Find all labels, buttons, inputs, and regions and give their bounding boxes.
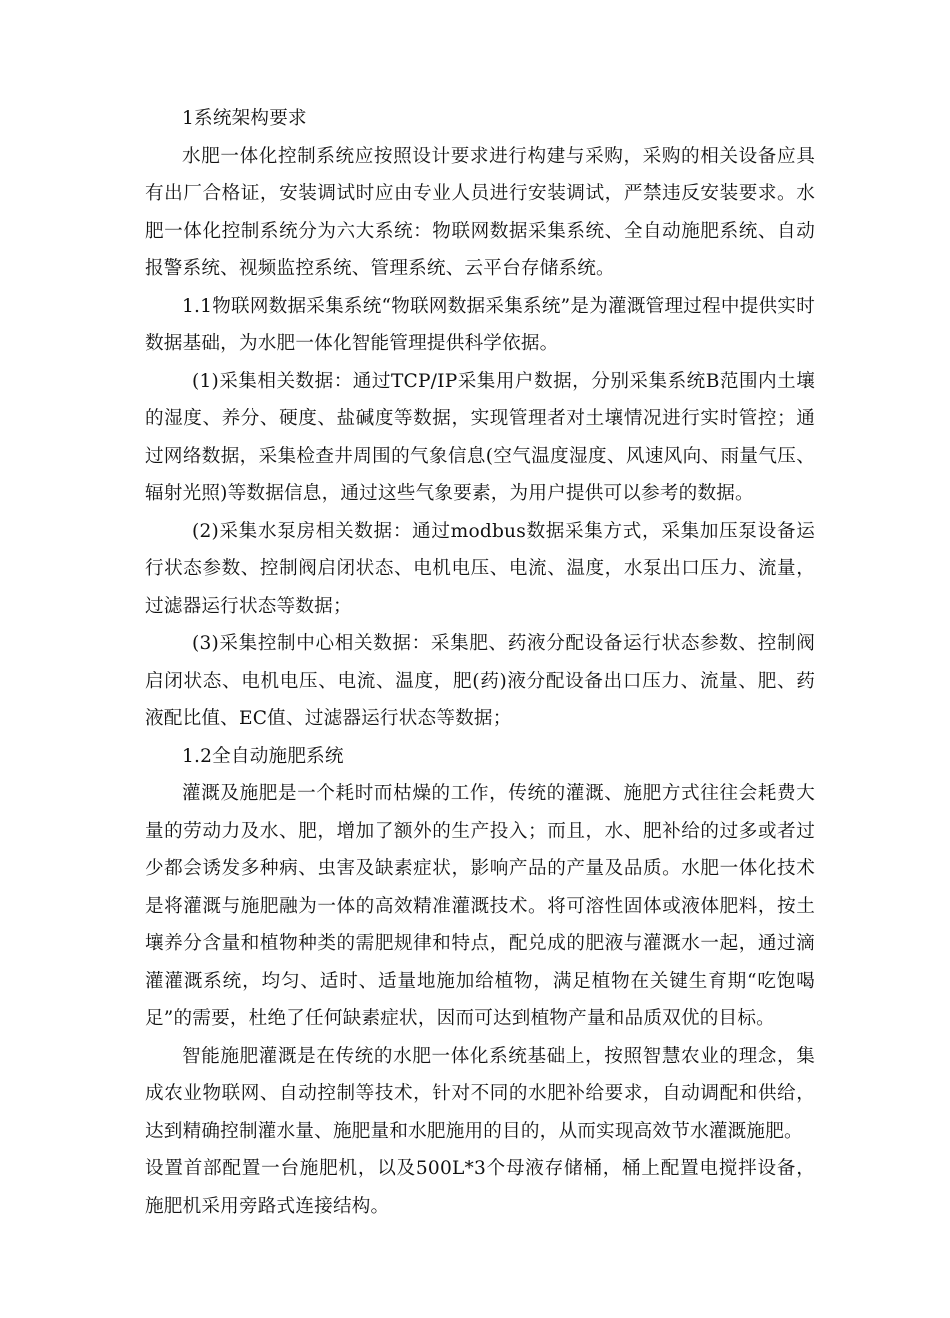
section-1-2-smart-paragraph: 智能施肥灌溉是在传统的水肥一体化系统基础上，按照智慧农业的理念，集成农业物联网、自动控制等技术，针对不同的水肥补给要求，自动调配和供给，达到精确控制灌水量、施肥量和水肥施用的目的，从而实现高效节水灌溉施肥。 xyxy=(145,1045,815,1142)
section-1-2-config-paragraph: 设置首部配置一台施肥机，以及500L*3个母液存储桶，桶上配置电搅拌设备，施肥机采用旁路式连接结构。 xyxy=(145,1158,815,1217)
list-item-2: (2)采集水泵房相关数据：通过modbus数据采集方式，采集加压泵设备运行状态参数、控制阀启闭状态、电机电压、电流、温度，水泵出口压力、流量，过滤器运行状态等数据； xyxy=(145,520,815,617)
section-1-heading: 1系统架构要求 xyxy=(182,108,307,129)
section-1-2-body: 灌溉及施肥是一个耗时而枯燥的工作，传统的灌溉、施肥方式往往会耗费大量的劳动力及水、肥，增加了额外的生产投入；而且，水、肥补给的过多或者过少都会诱发多种病、虫害及缺素症状，影响产品的产量及品质。水肥一体化技术是将灌溉与施肥融为一体的高效精准灌溉技术。将可溶性固体或液体肥料，按土壤养分含量和植物种类的需肥规律和特点，配兑成的肥液与灌溉水一起，通过滴灌灌溉系统，均匀、适时、适量地施加给植物，满足植物在关键生育期“吃饱喝足”的需要，杜绝了任何缺素症状，因而可达到植物产量和品质双优的目标。 xyxy=(145,783,815,1029)
section-1-body: 水肥一体化控制系统应按照设计要求进行构建与采购，采购的相关设备应具有出厂合格证，安装调试时应由专业人员进行安装调试，严禁违反安装要求。水肥一体化控制系统分为六大系统：物联网数据采集系统、全自动施肥系统、自动报警系统、视频监控系统、管理系统、云平台存储系统。 xyxy=(145,145,815,279)
section-1-1-paragraph: 1.1物联网数据采集系统“物联网数据采集系统”是为灌溉管理过程中提供实时数据基础，为水肥一体化智能管理提供科学依据。 xyxy=(145,295,815,354)
list-item-1: (1)采集相关数据：通过TCP/IP采集用户数据，分别采集系统B范围内土壤的湿度、养分、硬度、盐碱度等数据，实现管理者对土壤情况进行实时管控；通过网络数据，采集检查井周围的气象信息(空气温度湿度、风速风向、雨量气压、辐射光照)等数据信息，通过这些气象要素，为用户提供可以参考的数据。 xyxy=(145,370,815,504)
section-1-2-heading: 1.2全自动施肥系统 xyxy=(182,745,344,767)
list-item-3: (3)采集控制中心相关数据：采集肥、药液分配设备运行状态参数、控制阀启闭状态、电机电压、电流、温度，肥(药)液分配设备出口压力、流量、肥、药液配比值、EC值、过滤器运行状态等数据； xyxy=(145,633,815,729)
document-page xyxy=(145,100,815,1225)
